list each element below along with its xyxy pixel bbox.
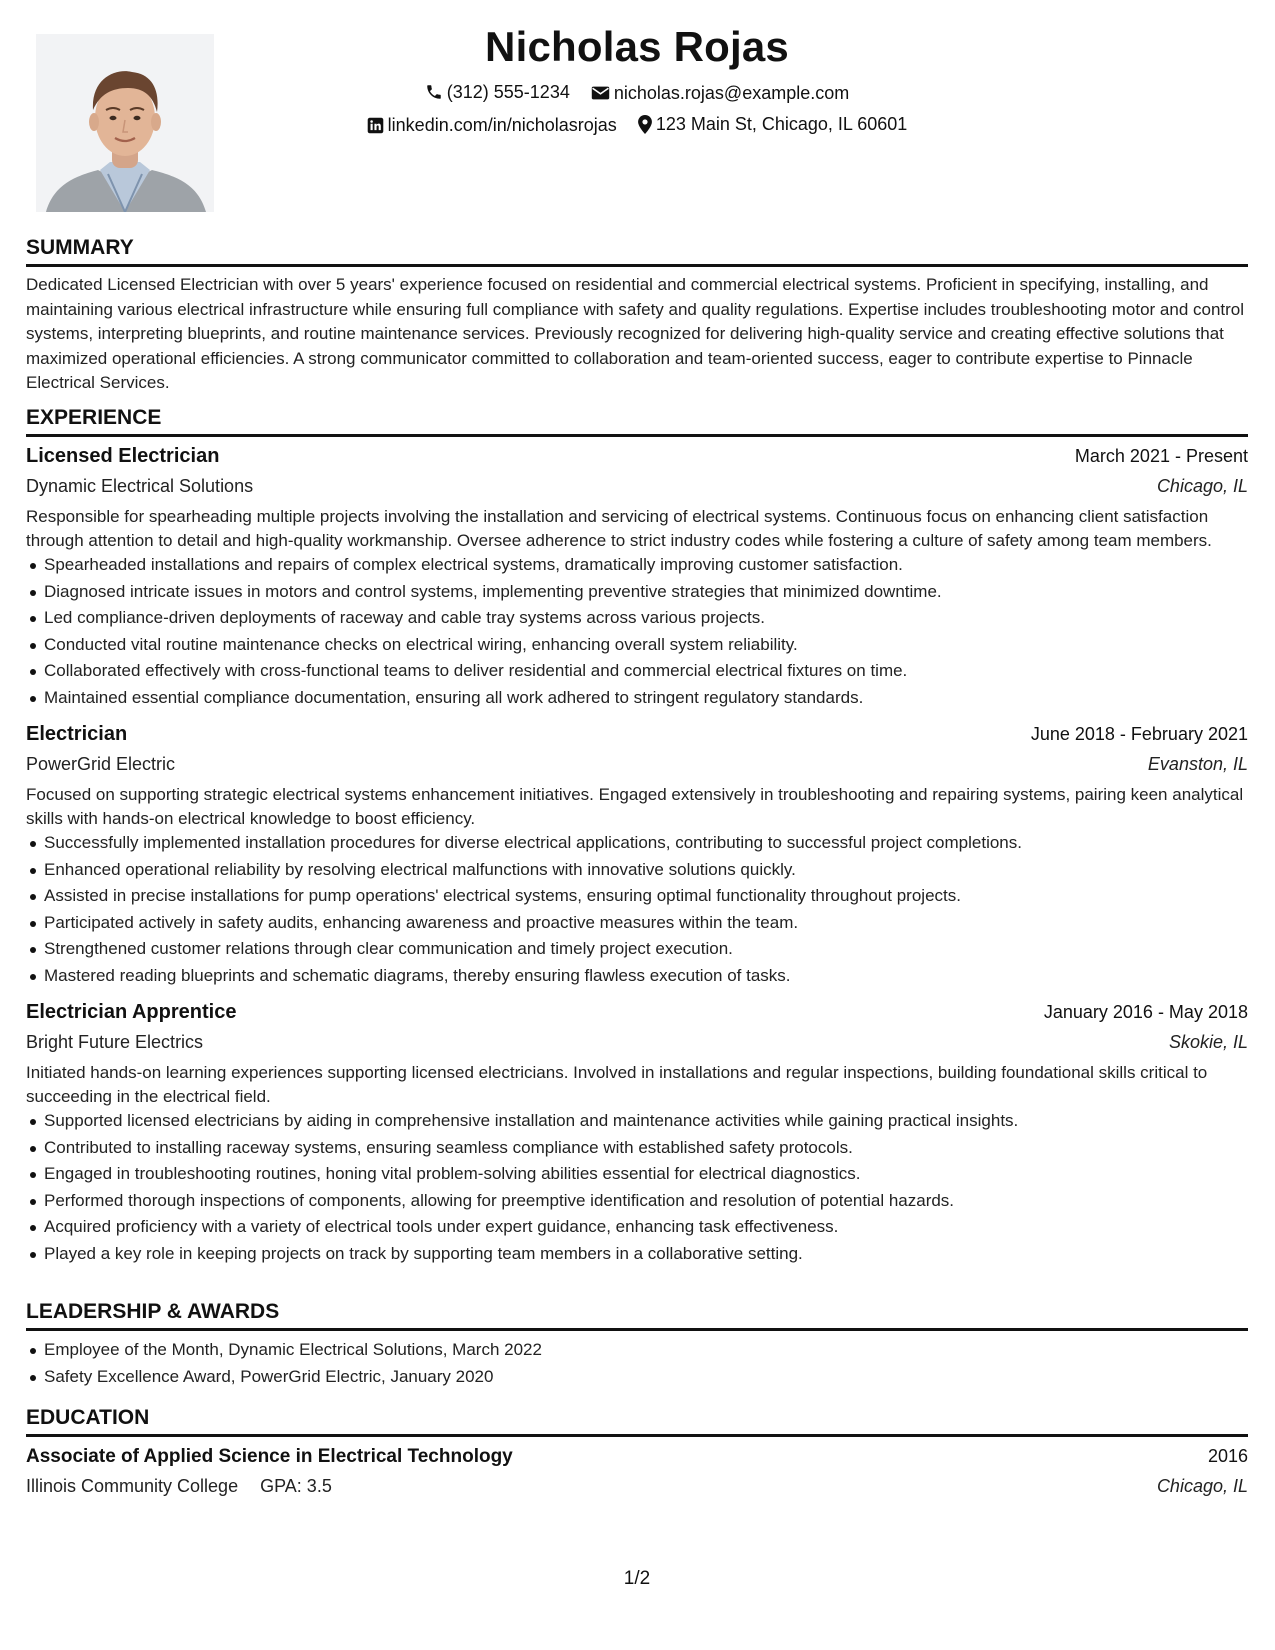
list-item: Safety Excellence Award, PowerGrid Electric, January 2020 bbox=[44, 1364, 1248, 1391]
list-item: Engaged in troubleshooting routines, honing vital problem-solving abilities essential for electrical diagnostics. bbox=[44, 1161, 1248, 1188]
address-contact bbox=[638, 112, 908, 136]
job-company: Bright Future Electrics bbox=[26, 1032, 204, 1052]
job-dates: June 2018 - February 2021 bbox=[1030, 724, 1248, 744]
job-company: PowerGrid Electric bbox=[26, 754, 176, 774]
job-description: Focused on supporting strategic electrical systems enhancement initiatives. Engaged extensively in troubleshooting and repairing systems, pairing keen analytical skills with hands-on electrical knowledge to boost efficiency. bbox=[26, 785, 1244, 828]
phone-number: (312) 555-1234 bbox=[446, 82, 570, 102]
list-item: Supported licensed electricians by aiding in comprehensive installation and maintenance activities while gaining practical insights. bbox=[44, 1108, 1248, 1135]
degree-title: Associate of Applied Science in Electrical Technology bbox=[26, 1446, 513, 1467]
job-location: Chicago, IL bbox=[1156, 476, 1248, 496]
map-pin-icon bbox=[638, 115, 652, 134]
awards-section bbox=[26, 1298, 1248, 1390]
list-item: Performed thorough inspections of components, allowing for preemptive identification and resolution of potential hazards. bbox=[44, 1188, 1248, 1215]
list-item: Strengthened customer relations through clear communication and timely project execution. bbox=[44, 936, 1248, 963]
list-item: Contributed to installing raceway systems, ensuring seamless compliance with established safety protocols. bbox=[44, 1135, 1248, 1162]
list-item: Played a key role in keeping projects on track by supporting team members in a collaborative setting. bbox=[44, 1241, 1248, 1268]
list-item: Collaborated effectively with cross-functional teams to deliver residential and commercial electrical fixtures on time. bbox=[44, 658, 1248, 685]
email-contact[interactable] bbox=[591, 81, 849, 105]
job-title: Licensed Electrician bbox=[26, 445, 220, 467]
list-item: Employee of the Month, Dynamic Electrical Solutions, March 2022 bbox=[44, 1337, 1248, 1364]
phone-icon bbox=[425, 83, 443, 101]
list-item: Participated actively in safety audits, enhancing awareness and proactive measures within the team. bbox=[44, 910, 1248, 937]
summary-text: Dedicated Licensed Electrician with over 5 years' experience focused on residential and commercial electrical systems. Proficient in specifying, installing, and maintaining various electrical infrastructure while ensuring full compliance with safety and quality regulations. Expertise includes troubleshooting motor and control systems, interpreting blueprints, and routine maintenance services. Previously recognized for delivering high-quality service and creating effective solutions that maximized operational efficiencies. A strong communicator committed to collaboration and team-oriented success, eager to contribute expertise to Pinnacle Electrical Services. bbox=[26, 275, 1245, 392]
list-item: Assisted in precise installations for pump operations' electrical systems, ensuring optimal functionality throughout projects. bbox=[44, 883, 1248, 910]
graduation-year: 2016 bbox=[1207, 1446, 1248, 1466]
experience-section bbox=[26, 404, 1248, 1267]
summary-section bbox=[26, 234, 1248, 396]
list-item: Diagnosed intricate issues in motors and control systems, implementing preventive strategies that minimized downtime. bbox=[44, 579, 1248, 606]
envelope-icon bbox=[591, 85, 610, 101]
job-bullets bbox=[26, 1108, 1248, 1267]
phone-contact[interactable] bbox=[425, 80, 570, 104]
section-heading: EDUCATION bbox=[26, 1404, 1248, 1437]
job-entry bbox=[26, 719, 1248, 989]
list-item: Acquired proficiency with a variety of electrical tools under expert guidance, enhancing task effectiveness. bbox=[44, 1214, 1248, 1241]
job-company: Dynamic Electrical Solutions bbox=[26, 476, 254, 496]
school-name: Illinois Community College bbox=[26, 1476, 239, 1496]
job-dates: March 2021 - Present bbox=[1074, 446, 1248, 466]
linkedin-url: linkedin.com/in/nicholasrojas bbox=[387, 115, 617, 135]
job-location: Skokie, IL bbox=[1168, 1032, 1248, 1052]
awards-list bbox=[26, 1337, 1248, 1390]
page-number: 1/2 bbox=[623, 1568, 651, 1589]
job-title: Electrician Apprentice bbox=[26, 1001, 237, 1023]
list-item: Spearheaded installations and repairs of complex electrical systems, dramatically improving customer satisfaction. bbox=[44, 552, 1248, 579]
job-title: Electrician bbox=[26, 723, 128, 745]
email-address: nicholas.rojas@example.com bbox=[613, 83, 850, 103]
linkedin-icon bbox=[367, 117, 384, 134]
job-bullets bbox=[26, 552, 1248, 711]
list-item: Successfully implemented installation procedures for diverse electrical applications, contributing to successful project completions. bbox=[44, 830, 1248, 857]
list-item: Enhanced operational reliability by resolving electrical malfunctions with innovative solutions quickly. bbox=[44, 857, 1248, 884]
resume-page bbox=[26, 0, 1248, 1650]
contact-line-2 bbox=[26, 112, 1248, 140]
list-item: Mastered reading blueprints and schematic diagrams, thereby ensuring flawless execution of tasks. bbox=[44, 963, 1248, 990]
job-description: Responsible for spearheading multiple projects involving the installation and servicing of electrical systems. Continuous focus on enhancing client satisfaction through attention to detail and high-quality workmanship. Oversee adherence to strict industry codes while fostering a culture of safety among team members. bbox=[26, 507, 1212, 550]
job-dates: January 2016 - May 2018 bbox=[1043, 1002, 1248, 1022]
job-entry bbox=[26, 997, 1248, 1267]
job-entry bbox=[26, 441, 1248, 711]
gpa: GPA: 3.5 bbox=[260, 1476, 332, 1496]
job-description: Initiated hands-on learning experiences supporting licensed electricians. Involved in installations and regular inspections, building foundational skills critical to succeeding in the electrical field. bbox=[26, 1063, 1208, 1106]
candidate-name: Nicholas Rojas bbox=[485, 23, 789, 70]
job-bullets bbox=[26, 830, 1248, 989]
section-heading: EXPERIENCE bbox=[26, 404, 1248, 437]
list-item: Maintained essential compliance documentation, ensuring all work adhered to stringent regulatory standards. bbox=[44, 685, 1248, 712]
street-address: 123 Main St, Chicago, IL 60601 bbox=[655, 114, 908, 134]
linkedin-contact[interactable] bbox=[367, 113, 617, 137]
list-item: Led compliance-driven deployments of raceway and cable tray systems across various projects. bbox=[44, 605, 1248, 632]
section-heading: SUMMARY bbox=[26, 234, 1248, 267]
school-location: Chicago, IL bbox=[1156, 1476, 1248, 1496]
section-heading: LEADERSHIP & AWARDS bbox=[26, 1298, 1248, 1331]
education-section bbox=[26, 1404, 1248, 1501]
contact-line-1 bbox=[26, 80, 1248, 107]
job-location: Evanston, IL bbox=[1147, 754, 1248, 774]
list-item: Conducted vital routine maintenance checks on electrical wiring, enhancing overall system reliability. bbox=[44, 632, 1248, 659]
